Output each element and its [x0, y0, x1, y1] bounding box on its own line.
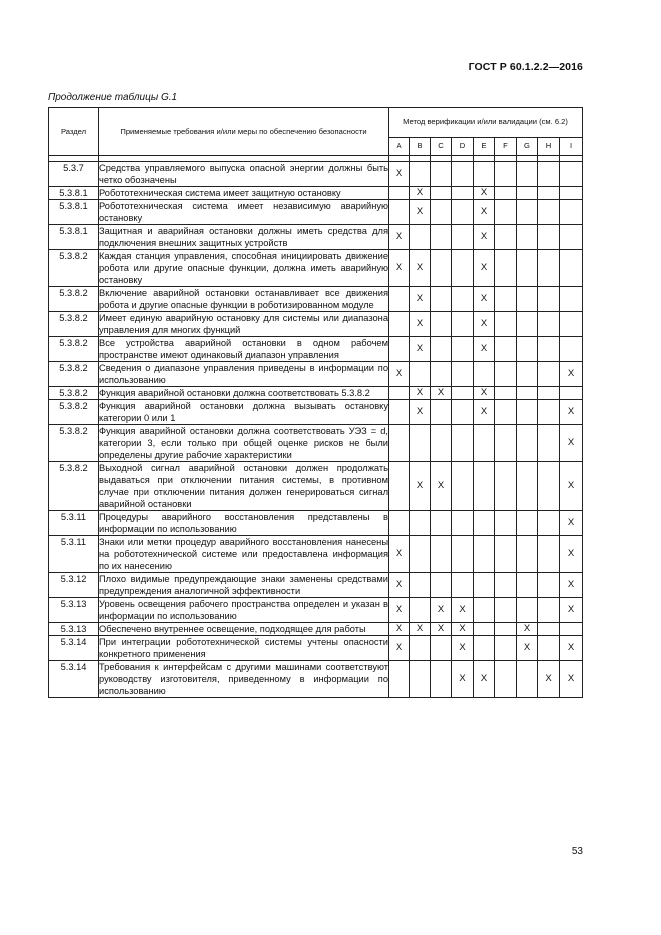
method-empty-cell: [495, 362, 517, 387]
section-cell: 5.3.14: [49, 661, 99, 698]
requirement-cell: Функция аварийной остановки должна вызывать остановку категории 0 или 1: [99, 401, 388, 423]
method-empty-cell: [452, 337, 474, 362]
requirement-cell: Защитная и аварийная остановки должны иметь средства для подключения внешних защитных устройств: [99, 226, 388, 248]
method-empty-cell: [538, 400, 560, 425]
method-empty-cell: [538, 636, 560, 661]
method-empty-cell: [389, 387, 410, 400]
requirement-cell: Выходной сигнал аварийной остановки должен продолжать выдаваться при отключении питания системы, в противном случае при отключении питания должен генерироваться сигнал аварийной остановки: [99, 463, 388, 509]
method-mark-g: X: [517, 636, 538, 661]
method-mark-e: X: [474, 387, 495, 400]
requirement-cell: Имеет единую аварийную остановку для системы или диапазона управления для многих функций: [99, 313, 388, 335]
method-mark-i: X: [560, 661, 583, 698]
method-empty-cell: [560, 187, 583, 200]
verification-table: [48, 107, 583, 698]
section-cell: 5.3.8.2: [49, 462, 99, 511]
table-row: [49, 287, 583, 312]
page-number: 53: [571, 846, 583, 857]
method-empty-cell: [431, 200, 452, 225]
method-empty-cell: [495, 598, 517, 623]
method-empty-cell: [389, 462, 410, 511]
method-letter-d: D: [452, 137, 474, 155]
method-empty-cell: [431, 400, 452, 425]
section-cell: 5.3.8.2: [49, 337, 99, 362]
method-empty-cell: [538, 187, 560, 200]
method-empty-cell: [538, 312, 560, 337]
method-empty-cell: [431, 636, 452, 661]
table-row: [49, 598, 583, 623]
method-empty-cell: [452, 200, 474, 225]
method-letter-e: E: [474, 137, 495, 155]
method-empty-cell: [495, 162, 517, 187]
method-empty-cell: [431, 250, 452, 287]
method-empty-cell: [538, 511, 560, 536]
method-mark-b: X: [410, 623, 431, 636]
method-empty-cell: [538, 337, 560, 362]
method-empty-cell: [431, 337, 452, 362]
method-mark-h: X: [538, 661, 560, 698]
method-mark-e: X: [474, 661, 495, 698]
method-empty-cell: [431, 362, 452, 387]
method-empty-cell: [495, 225, 517, 250]
method-empty-cell: [389, 661, 410, 698]
method-mark-b: X: [410, 387, 431, 400]
method-mark-c: X: [431, 387, 452, 400]
method-mark-i: X: [560, 400, 583, 425]
table-row: [49, 312, 583, 337]
header-section: Раздел: [49, 108, 99, 156]
requirement-cell: Знаки или метки процедур аварийного восстановления нанесены на робототехнической системе или предоставлена информация по их нанесению: [99, 537, 388, 571]
method-empty-cell: [389, 511, 410, 536]
method-empty-cell: [452, 536, 474, 573]
method-mark-b: X: [410, 200, 431, 225]
method-empty-cell: [560, 162, 583, 187]
table-row: [49, 636, 583, 661]
method-empty-cell: [560, 250, 583, 287]
requirement-cell: Обеспечено внутреннее освещение, подходящее для работы: [99, 623, 389, 636]
method-mark-e: X: [474, 187, 495, 200]
method-empty-cell: [431, 225, 452, 250]
method-empty-cell: [495, 337, 517, 362]
method-empty-cell: [538, 225, 560, 250]
standard-number: ГОСТ Р 60.1.2.2—2016: [468, 61, 583, 73]
header-requirements: Применяемые требования и/или меры по обеспечению безопасности: [99, 108, 389, 156]
method-empty-cell: [538, 536, 560, 573]
method-mark-i: X: [560, 362, 583, 387]
method-empty-cell: [389, 200, 410, 225]
method-empty-cell: [495, 573, 517, 598]
method-empty-cell: [560, 287, 583, 312]
method-empty-cell: [474, 511, 495, 536]
method-empty-cell: [452, 287, 474, 312]
method-empty-cell: [431, 187, 452, 200]
method-empty-cell: [495, 511, 517, 536]
method-empty-cell: [474, 573, 495, 598]
method-empty-cell: [517, 661, 538, 698]
method-empty-cell: [538, 250, 560, 287]
table-row: [49, 661, 583, 698]
method-mark-e: X: [474, 250, 495, 287]
method-empty-cell: [452, 162, 474, 187]
method-empty-cell: [389, 400, 410, 425]
method-empty-cell: [517, 200, 538, 225]
method-empty-cell: [389, 337, 410, 362]
table-row: [49, 162, 583, 187]
method-mark-c: X: [431, 462, 452, 511]
method-empty-cell: [495, 400, 517, 425]
section-cell: 5.3.8.2: [49, 425, 99, 462]
method-empty-cell: [495, 312, 517, 337]
method-mark-b: X: [410, 337, 431, 362]
table-continuation-caption: Продолжение таблицы G.1: [48, 92, 178, 103]
method-empty-cell: [431, 312, 452, 337]
method-letter-f: F: [495, 137, 517, 155]
table-row: [49, 387, 583, 400]
method-empty-cell: [431, 573, 452, 598]
table-row: [49, 400, 583, 425]
method-empty-cell: [474, 362, 495, 387]
method-empty-cell: [495, 536, 517, 573]
method-empty-cell: [474, 536, 495, 573]
table-row: [49, 511, 583, 536]
method-mark-i: X: [560, 536, 583, 573]
method-empty-cell: [560, 337, 583, 362]
method-empty-cell: [495, 200, 517, 225]
table-row: [49, 425, 583, 462]
method-empty-cell: [560, 387, 583, 400]
method-empty-cell: [495, 636, 517, 661]
method-empty-cell: [538, 462, 560, 511]
method-empty-cell: [517, 287, 538, 312]
section-cell: 5.3.8.1: [49, 200, 99, 225]
method-mark-e: X: [474, 287, 495, 312]
requirement-cell: При интеграции робототехнической системы учтены опасности конкретного применения: [99, 637, 388, 659]
method-empty-cell: [560, 200, 583, 225]
method-mark-d: X: [452, 598, 474, 623]
method-mark-b: X: [410, 462, 431, 511]
table-row: [49, 462, 583, 511]
table-row: [49, 200, 583, 225]
method-letter-g: G: [517, 137, 538, 155]
method-mark-i: X: [560, 598, 583, 623]
requirement-cell: Уровень освещения рабочего пространства определен и указан в информации по использованию: [99, 599, 388, 621]
section-cell: 5.3.11: [49, 536, 99, 573]
method-letter-i: I: [560, 137, 583, 155]
method-empty-cell: [495, 661, 517, 698]
method-mark-a: X: [389, 623, 410, 636]
requirement-cell: Процедуры аварийного восстановления представлены в информации по использованию: [99, 512, 388, 534]
method-mark-b: X: [410, 250, 431, 287]
table-row: [49, 337, 583, 362]
method-empty-cell: [517, 187, 538, 200]
method-empty-cell: [517, 250, 538, 287]
method-empty-cell: [452, 225, 474, 250]
method-empty-cell: [452, 362, 474, 387]
method-empty-cell: [452, 312, 474, 337]
method-empty-cell: [517, 573, 538, 598]
requirement-cell: Все устройства аварийной остановки в одном рабочем пространстве имеют одинаковый диапазон управления: [99, 338, 388, 360]
method-empty-cell: [452, 387, 474, 400]
method-mark-i: X: [560, 425, 583, 462]
method-empty-cell: [560, 312, 583, 337]
method-mark-b: X: [410, 400, 431, 425]
table-row: [49, 573, 583, 598]
section-cell: 5.3.8.2: [49, 312, 99, 337]
method-empty-cell: [474, 162, 495, 187]
method-mark-a: X: [389, 598, 410, 623]
method-empty-cell: [452, 187, 474, 200]
requirement-cell: Робототехническая система имеет независимую аварийную остановку: [99, 201, 388, 223]
requirement-cell: Функция аварийной остановки должна соответствовать 5.3.8.2: [99, 387, 389, 400]
header-methods: Метод верификации и/или валидации (см. 6.2): [389, 108, 583, 138]
section-cell: 5.3.8.2: [49, 400, 99, 425]
method-empty-cell: [452, 462, 474, 511]
method-empty-cell: [389, 187, 410, 200]
method-empty-cell: [538, 425, 560, 462]
requirement-cell: Средства управляемого выпуска опасной энергии должны быть четко обозначены: [99, 163, 388, 185]
method-empty-cell: [431, 425, 452, 462]
method-empty-cell: [474, 623, 495, 636]
method-empty-cell: [495, 287, 517, 312]
method-mark-i: X: [560, 636, 583, 661]
method-empty-cell: [410, 636, 431, 661]
section-cell: 5.3.12: [49, 573, 99, 598]
method-empty-cell: [517, 425, 538, 462]
method-empty-cell: [517, 462, 538, 511]
method-empty-cell: [452, 400, 474, 425]
method-empty-cell: [517, 400, 538, 425]
method-empty-cell: [410, 162, 431, 187]
requirement-cell: Каждая станция управления, способная инициировать движение робота или другие опасные функции, должна иметь аварийную остановку: [99, 251, 388, 285]
method-empty-cell: [474, 636, 495, 661]
method-empty-cell: [538, 387, 560, 400]
method-mark-g: X: [517, 623, 538, 636]
method-empty-cell: [389, 287, 410, 312]
requirement-cell: Требования к интерфейсам с другими машинами соответствуют руководству изготовителя, приведенному в информации по использованию: [99, 662, 388, 696]
method-empty-cell: [538, 573, 560, 598]
requirement-cell: Сведения о диапазоне управления приведены в информации по использованию: [99, 363, 388, 385]
method-mark-c: X: [431, 598, 452, 623]
section-cell: 5.3.8.1: [49, 225, 99, 250]
section-cell: 5.3.8.2: [49, 362, 99, 387]
method-mark-a: X: [389, 362, 410, 387]
method-empty-cell: [389, 312, 410, 337]
method-mark-b: X: [410, 312, 431, 337]
method-empty-cell: [495, 250, 517, 287]
table-row: [49, 623, 583, 636]
method-empty-cell: [560, 225, 583, 250]
method-empty-cell: [452, 250, 474, 287]
method-mark-e: X: [474, 337, 495, 362]
method-mark-d: X: [452, 661, 474, 698]
requirement-cell: Плохо видимые предупреждающие знаки заменены средствами предупреждения аналогичной эффективности: [99, 574, 388, 596]
method-empty-cell: [517, 337, 538, 362]
method-empty-cell: [517, 312, 538, 337]
method-mark-c: X: [431, 623, 452, 636]
method-empty-cell: [538, 200, 560, 225]
method-empty-cell: [410, 598, 431, 623]
method-empty-cell: [517, 511, 538, 536]
table-row: [49, 225, 583, 250]
method-empty-cell: [517, 536, 538, 573]
method-empty-cell: [431, 162, 452, 187]
method-empty-cell: [517, 598, 538, 623]
method-empty-cell: [495, 387, 517, 400]
method-empty-cell: [474, 462, 495, 511]
section-cell: 5.3.7: [49, 162, 99, 187]
method-empty-cell: [431, 661, 452, 698]
table-row: [49, 362, 583, 387]
method-empty-cell: [538, 362, 560, 387]
method-letter-b: B: [410, 137, 431, 155]
method-empty-cell: [517, 225, 538, 250]
method-empty-cell: [538, 162, 560, 187]
requirement-cell: Включение аварийной остановки останавливает все движения робота и другие опасные функции в роботизированном модуле: [99, 288, 388, 310]
method-empty-cell: [495, 462, 517, 511]
method-empty-cell: [495, 187, 517, 200]
requirement-cell: Робототехническая система имеет защитную остановку: [99, 187, 389, 200]
method-mark-a: X: [389, 636, 410, 661]
method-mark-d: X: [452, 636, 474, 661]
method-mark-a: X: [389, 573, 410, 598]
method-empty-cell: [410, 225, 431, 250]
method-mark-i: X: [560, 573, 583, 598]
method-empty-cell: [452, 425, 474, 462]
method-empty-cell: [538, 598, 560, 623]
method-empty-cell: [410, 661, 431, 698]
section-cell: 5.3.13: [49, 623, 99, 636]
section-cell: 5.3.8.2: [49, 250, 99, 287]
method-empty-cell: [452, 573, 474, 598]
method-mark-b: X: [410, 287, 431, 312]
table-row: [49, 536, 583, 573]
method-mark-a: X: [389, 250, 410, 287]
method-empty-cell: [495, 623, 517, 636]
method-empty-cell: [474, 598, 495, 623]
section-cell: 5.3.8.1: [49, 187, 99, 200]
method-empty-cell: [538, 623, 560, 636]
section-cell: 5.3.13: [49, 598, 99, 623]
method-mark-d: X: [452, 623, 474, 636]
method-empty-cell: [410, 362, 431, 387]
method-mark-e: X: [474, 400, 495, 425]
section-cell: 5.3.14: [49, 636, 99, 661]
table-row: [49, 250, 583, 287]
method-empty-cell: [517, 162, 538, 187]
method-empty-cell: [410, 425, 431, 462]
method-empty-cell: [410, 511, 431, 536]
method-mark-i: X: [560, 511, 583, 536]
method-empty-cell: [517, 362, 538, 387]
method-mark-e: X: [474, 200, 495, 225]
method-mark-i: X: [560, 462, 583, 511]
table-row: [49, 187, 583, 200]
method-empty-cell: [410, 573, 431, 598]
method-empty-cell: [431, 287, 452, 312]
section-cell: 5.3.8.2: [49, 387, 99, 400]
method-empty-cell: [538, 287, 560, 312]
method-letter-c: C: [431, 137, 452, 155]
method-empty-cell: [495, 425, 517, 462]
method-mark-e: X: [474, 312, 495, 337]
method-empty-cell: [431, 536, 452, 573]
section-cell: 5.3.8.2: [49, 287, 99, 312]
method-empty-cell: [431, 511, 452, 536]
method-letter-h: H: [538, 137, 560, 155]
method-mark-a: X: [389, 225, 410, 250]
method-empty-cell: [560, 623, 583, 636]
method-empty-cell: [452, 511, 474, 536]
method-mark-e: X: [474, 225, 495, 250]
method-empty-cell: [410, 536, 431, 573]
method-empty-cell: [389, 425, 410, 462]
method-empty-cell: [474, 425, 495, 462]
method-empty-cell: [517, 387, 538, 400]
method-mark-b: X: [410, 187, 431, 200]
requirement-cell: Функция аварийной остановки должна соответствовать УЭЗ = d, категории 3, если только при общей оценке рисков не были определены другие рабочие характеристики: [99, 426, 388, 460]
section-cell: 5.3.11: [49, 511, 99, 536]
method-mark-a: X: [389, 536, 410, 573]
method-mark-a: X: [389, 162, 410, 187]
method-letter-a: A: [389, 137, 410, 155]
